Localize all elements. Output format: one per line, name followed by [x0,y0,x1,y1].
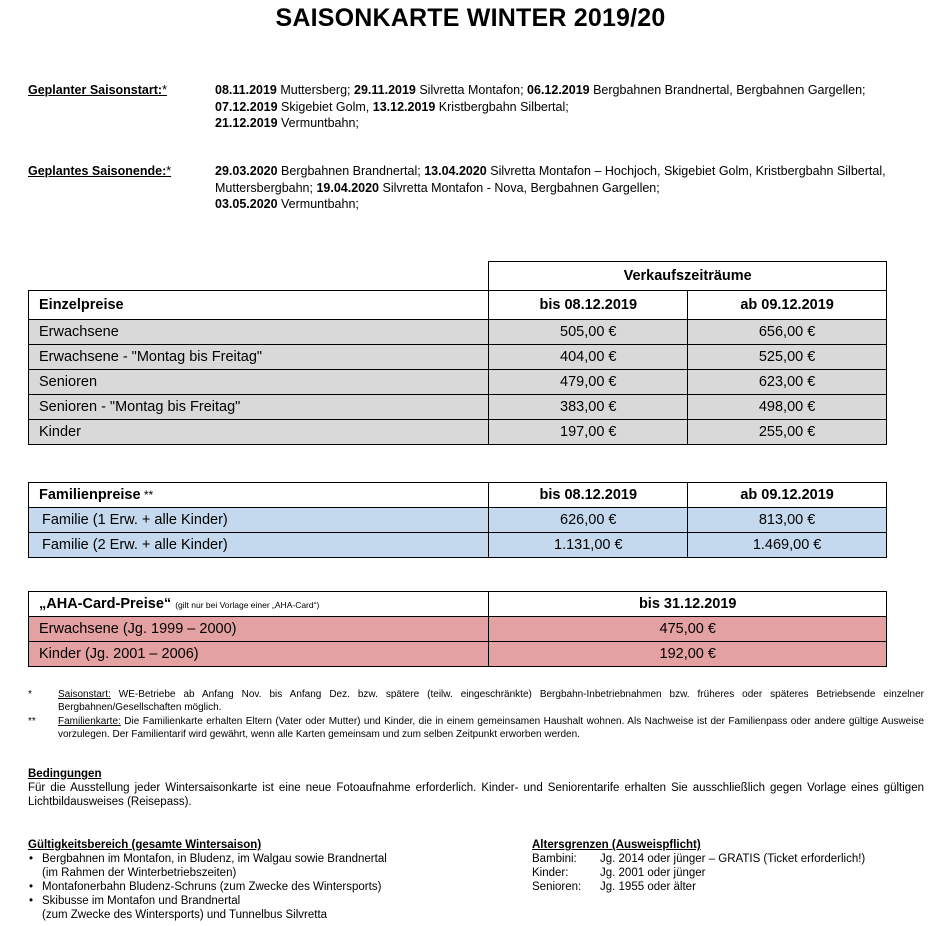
row-label: Erwachsene [29,320,489,345]
row-label: Kinder [29,420,489,445]
table-row [29,533,887,558]
price-cell: 1.469,00 € [688,533,887,558]
price-cell: 197,00 € [489,420,688,445]
list-item: • Skibusse im Montafon und Brandnertal (zum Zwecke des Wintersports) und Tunnelbus Silvretta [28,894,468,922]
list-item: Bambini: Jg. 2014 oder jünger – GRATIS (Ticket erforderlich!) [532,853,866,865]
conditions-section [28,767,924,809]
age-limits-section [532,838,922,894]
date: 03.05.2020 [215,197,278,211]
table-row [29,370,887,395]
aha-card-prices-table [28,591,887,667]
table-row [29,320,887,345]
footnote: * Saisonstart: WE-Betriebe ab Anfang Nov. bis Anfang Dez. bzw. spätere (teilw. eingeschränkte) Bergbahn-Inbetriebnahmen bzw. früheres oder späteres Betriebsende einzelner Bergbahnen/Gesellschaften möglich. [28,689,924,713]
price-cell: 404,00 € [489,345,688,370]
row-label: Erwachsene - "Montag bis Freitag" [29,345,489,370]
season-end-section [28,163,918,213]
date: 19.04.2020 [316,180,380,195]
row-label: Senioren - "Montag bis Freitag" [29,395,489,420]
row-label: Kinder (Jg. 2001 – 2006) [29,642,489,667]
list-item: • Montafonerbahn Bludenz-Schruns (zum Zwecke des Wintersports) [28,880,468,894]
date: 29.03.2020 [215,164,278,178]
table-row [29,420,887,445]
conditions-text: Für die Ausstellung jeder Wintersaisonkarte ist eine neue Fotoaufnahme erforderlich. Kinder- und Seniorentarife erhalten Sie ausschließlich gegen Vorlage eines gültigen Lichtbildausweises (Reisepass). [28,782,924,808]
single-prices-header: Einzelpreise [29,291,489,320]
season-start-text: 08.11.2019 Muttersberg; 29.11.2019 Silvretta Montafon; 06.12.2019 Bergbahnen Brandnertal, Bergbahnen Gargellen; 07.12.2019 Skigebiet Golm, 13.12.2019 Kristbergbahn Silbertal; 21.12.2019 Vermuntbahn; [215,83,866,130]
column-header: bis 31.12.2019 [489,592,887,617]
family-prices-table [28,482,887,558]
sales-period-header: Verkaufszeiträume [489,262,887,291]
season-start-label: Geplanter Saisonstart:* [28,83,167,97]
price-cell: 479,00 € [489,370,688,395]
date: 29.11.2019 [354,83,416,97]
list-item: Senioren: Jg. 1955 oder älter [532,881,696,893]
conditions-heading: Bedingungen [28,768,102,780]
date: 07.12.2019 [215,99,278,114]
footnotes [28,688,924,741]
price-cell: 475,00 € [489,617,887,642]
date: 13.04.2020 [424,164,487,178]
price-cell: 525,00 € [688,345,887,370]
date: 08.11.2019 [215,83,277,97]
season-end-text: 29.03.2020 Bergbahnen Brandnertal; 13.04.2020 Silvretta Montafon – Hochjoch, Skigebiet Golm, Kristbergbahn Silbertal, Muttersbergbahn; 19.04.2020 Silvretta Montafon - Nova, Bergbahnen Gargellen; 03.05.2020 Vermuntbahn; [215,164,886,211]
date: 13.12.2019 [372,99,436,114]
family-prices-header: Familienpreise ** [29,483,489,508]
date: 21.12.2019 [215,116,278,130]
price-cell: 623,00 € [688,370,887,395]
list-item: • Bergbahnen im Montafon, in Bludenz, im Walgau sowie Brandnertal (im Rahmen der Winterbetriebszeiten) [28,852,468,880]
column-header: ab 09.12.2019 [688,483,887,508]
price-cell: 498,00 € [688,395,887,420]
column-header: bis 08.12.2019 [489,483,688,508]
price-cell: 656,00 € [688,320,887,345]
price-cell: 1.131,00 € [489,533,688,558]
table-row [29,642,887,667]
price-cell: 813,00 € [688,508,887,533]
list-item: Kinder: Jg. 2001 oder jünger [532,867,706,879]
row-label: Erwachsene (Jg. 1999 – 2000) [29,617,489,642]
table-row [29,345,887,370]
price-cell: 383,00 € [489,395,688,420]
table-row [29,508,887,533]
validity-section [28,838,468,922]
row-label: Familie (2 Erw. + alle Kinder) [29,533,489,558]
row-label: Familie (1 Erw. + alle Kinder) [29,508,489,533]
price-cell: 626,00 € [489,508,688,533]
age-limits-heading: Altersgrenzen (Ausweispflicht) [532,839,701,851]
column-header: bis 08.12.2019 [489,291,688,320]
season-end-label: Geplantes Saisonende:* [28,164,172,178]
page-title: SAISONKARTE WINTER 2019/20 [275,4,666,32]
validity-heading: Gültigkeitsbereich (gesamte Wintersaison) [28,839,262,851]
season-start-section [28,82,918,132]
date: 06.12.2019 [527,83,590,97]
table-row [29,395,887,420]
table-row [29,617,887,642]
aha-card-prices-header: „AHA-Card-Preise“ (gilt nur bei Vorlage einer „AHA-Card“) [29,592,489,617]
footnote: ** Familienkarte: Die Familienkarte erhalten Eltern (Vater oder Mutter) und Kinder, die in einem gemeinsamen Haushalt wohnen. Als Nachweise ist der Familienpass oder andere gültige Ausweise vorzulegen. Der Familientarif wird gewährt, wenn alle Karten gemeinsam und zum selben Zeitpunkt erworben werden. [28,716,924,740]
single-prices-table [28,261,887,445]
price-cell: 505,00 € [489,320,688,345]
row-label: Senioren [29,370,489,395]
price-cell: 192,00 € [489,642,887,667]
price-cell: 255,00 € [688,420,887,445]
column-header: ab 09.12.2019 [688,291,887,320]
